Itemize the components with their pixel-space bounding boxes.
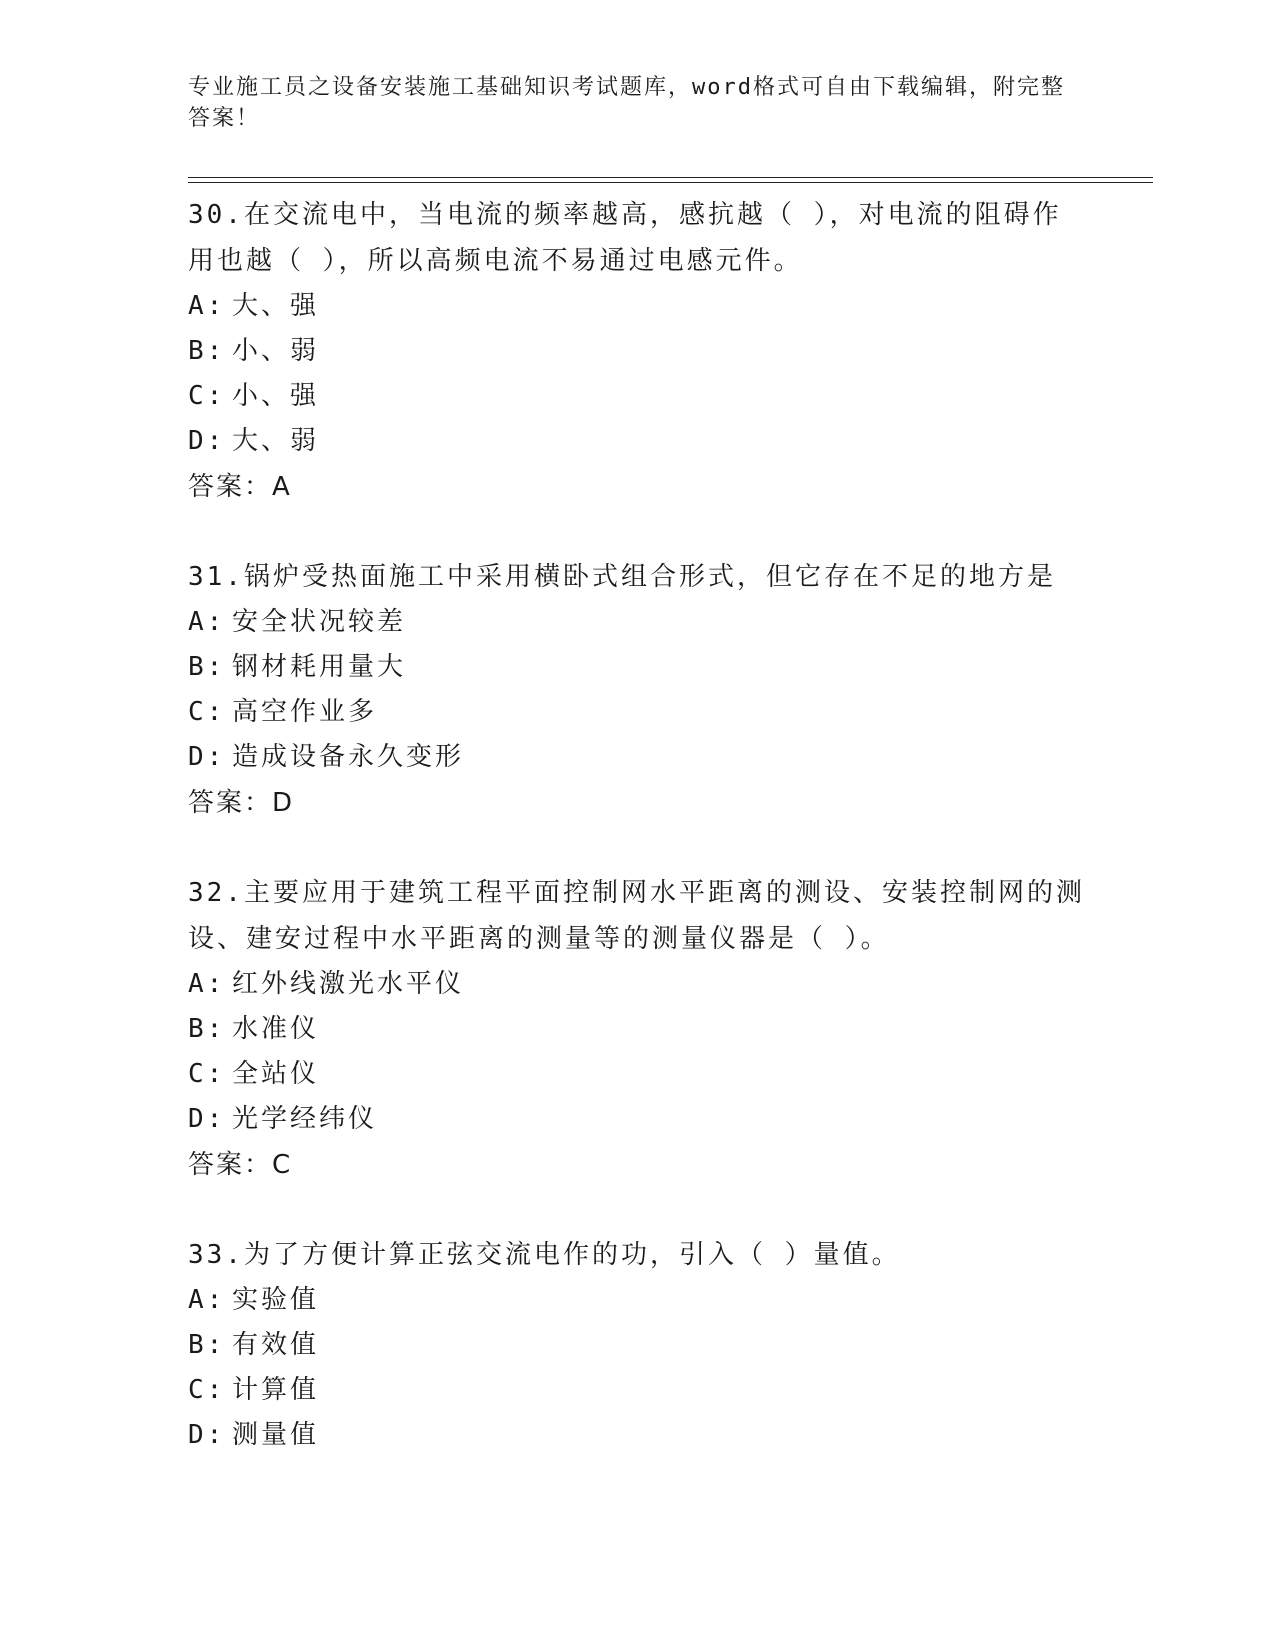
option-letter: D:	[188, 1420, 226, 1450]
option-text: 小、强	[232, 381, 320, 411]
option-b	[188, 645, 1088, 690]
option-text: 造成设备永久变形	[232, 742, 465, 772]
option-c	[188, 690, 1088, 735]
header-rule-top	[188, 177, 1153, 178]
option-letter: C:	[188, 381, 226, 411]
option-letter: A:	[188, 291, 226, 321]
option-letter: D:	[188, 426, 226, 456]
question-30	[188, 192, 1088, 510]
option-b	[188, 1323, 1088, 1368]
question-33	[188, 1232, 1088, 1458]
option-text: 测量值	[232, 1420, 320, 1450]
option-text: 实验值	[232, 1285, 320, 1315]
answer-line: 答案：C	[188, 1150, 293, 1180]
question-stem: 31.锅炉受热面施工中采用横卧式组合形式，但它存在不足的地方是	[188, 562, 1056, 592]
question-stem: 32.主要应用于建筑工程平面控制网水平距离的测设、安装控制网的测设、建安过程中水平距离的测量等的测量仪器是（ ）。	[188, 878, 1085, 954]
question-32	[188, 870, 1088, 1188]
option-b	[188, 329, 1088, 374]
option-text: 高空作业多	[232, 697, 378, 727]
question-stem: 33.为了方便计算正弦交流电作的功，引入（ ）量值。	[188, 1240, 901, 1270]
option-text: 全站仪	[232, 1059, 320, 1089]
option-letter: B:	[188, 336, 226, 366]
option-letter: A:	[188, 969, 226, 999]
option-text: 水准仪	[232, 1014, 320, 1044]
document-header: 专业施工员之设备安装施工基础知识考试题库，word格式可自由下载编辑，附完整答案！	[188, 75, 1065, 131]
option-text: 计算值	[232, 1375, 320, 1405]
option-text: 光学经纬仪	[232, 1104, 378, 1134]
question-list	[188, 192, 1088, 1502]
option-d	[188, 1097, 1088, 1142]
option-c	[188, 1368, 1088, 1413]
option-a	[188, 962, 1088, 1007]
option-a	[188, 284, 1088, 329]
answer-line: 答案：D	[188, 788, 295, 818]
option-letter: B:	[188, 652, 226, 682]
option-text: 大、弱	[232, 426, 320, 456]
option-d	[188, 735, 1088, 780]
option-text: 小、弱	[232, 336, 320, 366]
option-c	[188, 1052, 1088, 1097]
option-a	[188, 600, 1088, 645]
option-c	[188, 374, 1088, 419]
option-letter: A:	[188, 607, 226, 637]
question-stem: 30.在交流电中，当电流的频率越高，感抗越（ ），对电流的阻碍作用也越（ ），所以高频电流不易通过电感元件。	[188, 200, 1062, 276]
option-text: 红外线激光水平仪	[232, 969, 465, 999]
option-letter: B:	[188, 1014, 226, 1044]
option-b	[188, 1007, 1088, 1052]
option-a	[188, 1278, 1088, 1323]
header-rule-bottom	[188, 182, 1153, 183]
option-text: 安全状况较差	[232, 607, 407, 637]
option-letter: D:	[188, 742, 226, 772]
option-letter: C:	[188, 1375, 226, 1405]
option-text: 有效值	[232, 1330, 320, 1360]
question-31	[188, 554, 1088, 826]
answer-line: 答案：A	[188, 472, 292, 502]
option-d	[188, 1413, 1088, 1458]
option-letter: C:	[188, 1059, 226, 1089]
option-text: 大、强	[232, 291, 320, 321]
option-letter: A:	[188, 1285, 226, 1315]
option-letter: C:	[188, 697, 226, 727]
option-letter: D:	[188, 1104, 226, 1134]
option-letter: B:	[188, 1330, 226, 1360]
option-text: 钢材耗用量大	[232, 652, 407, 682]
option-d	[188, 419, 1088, 464]
